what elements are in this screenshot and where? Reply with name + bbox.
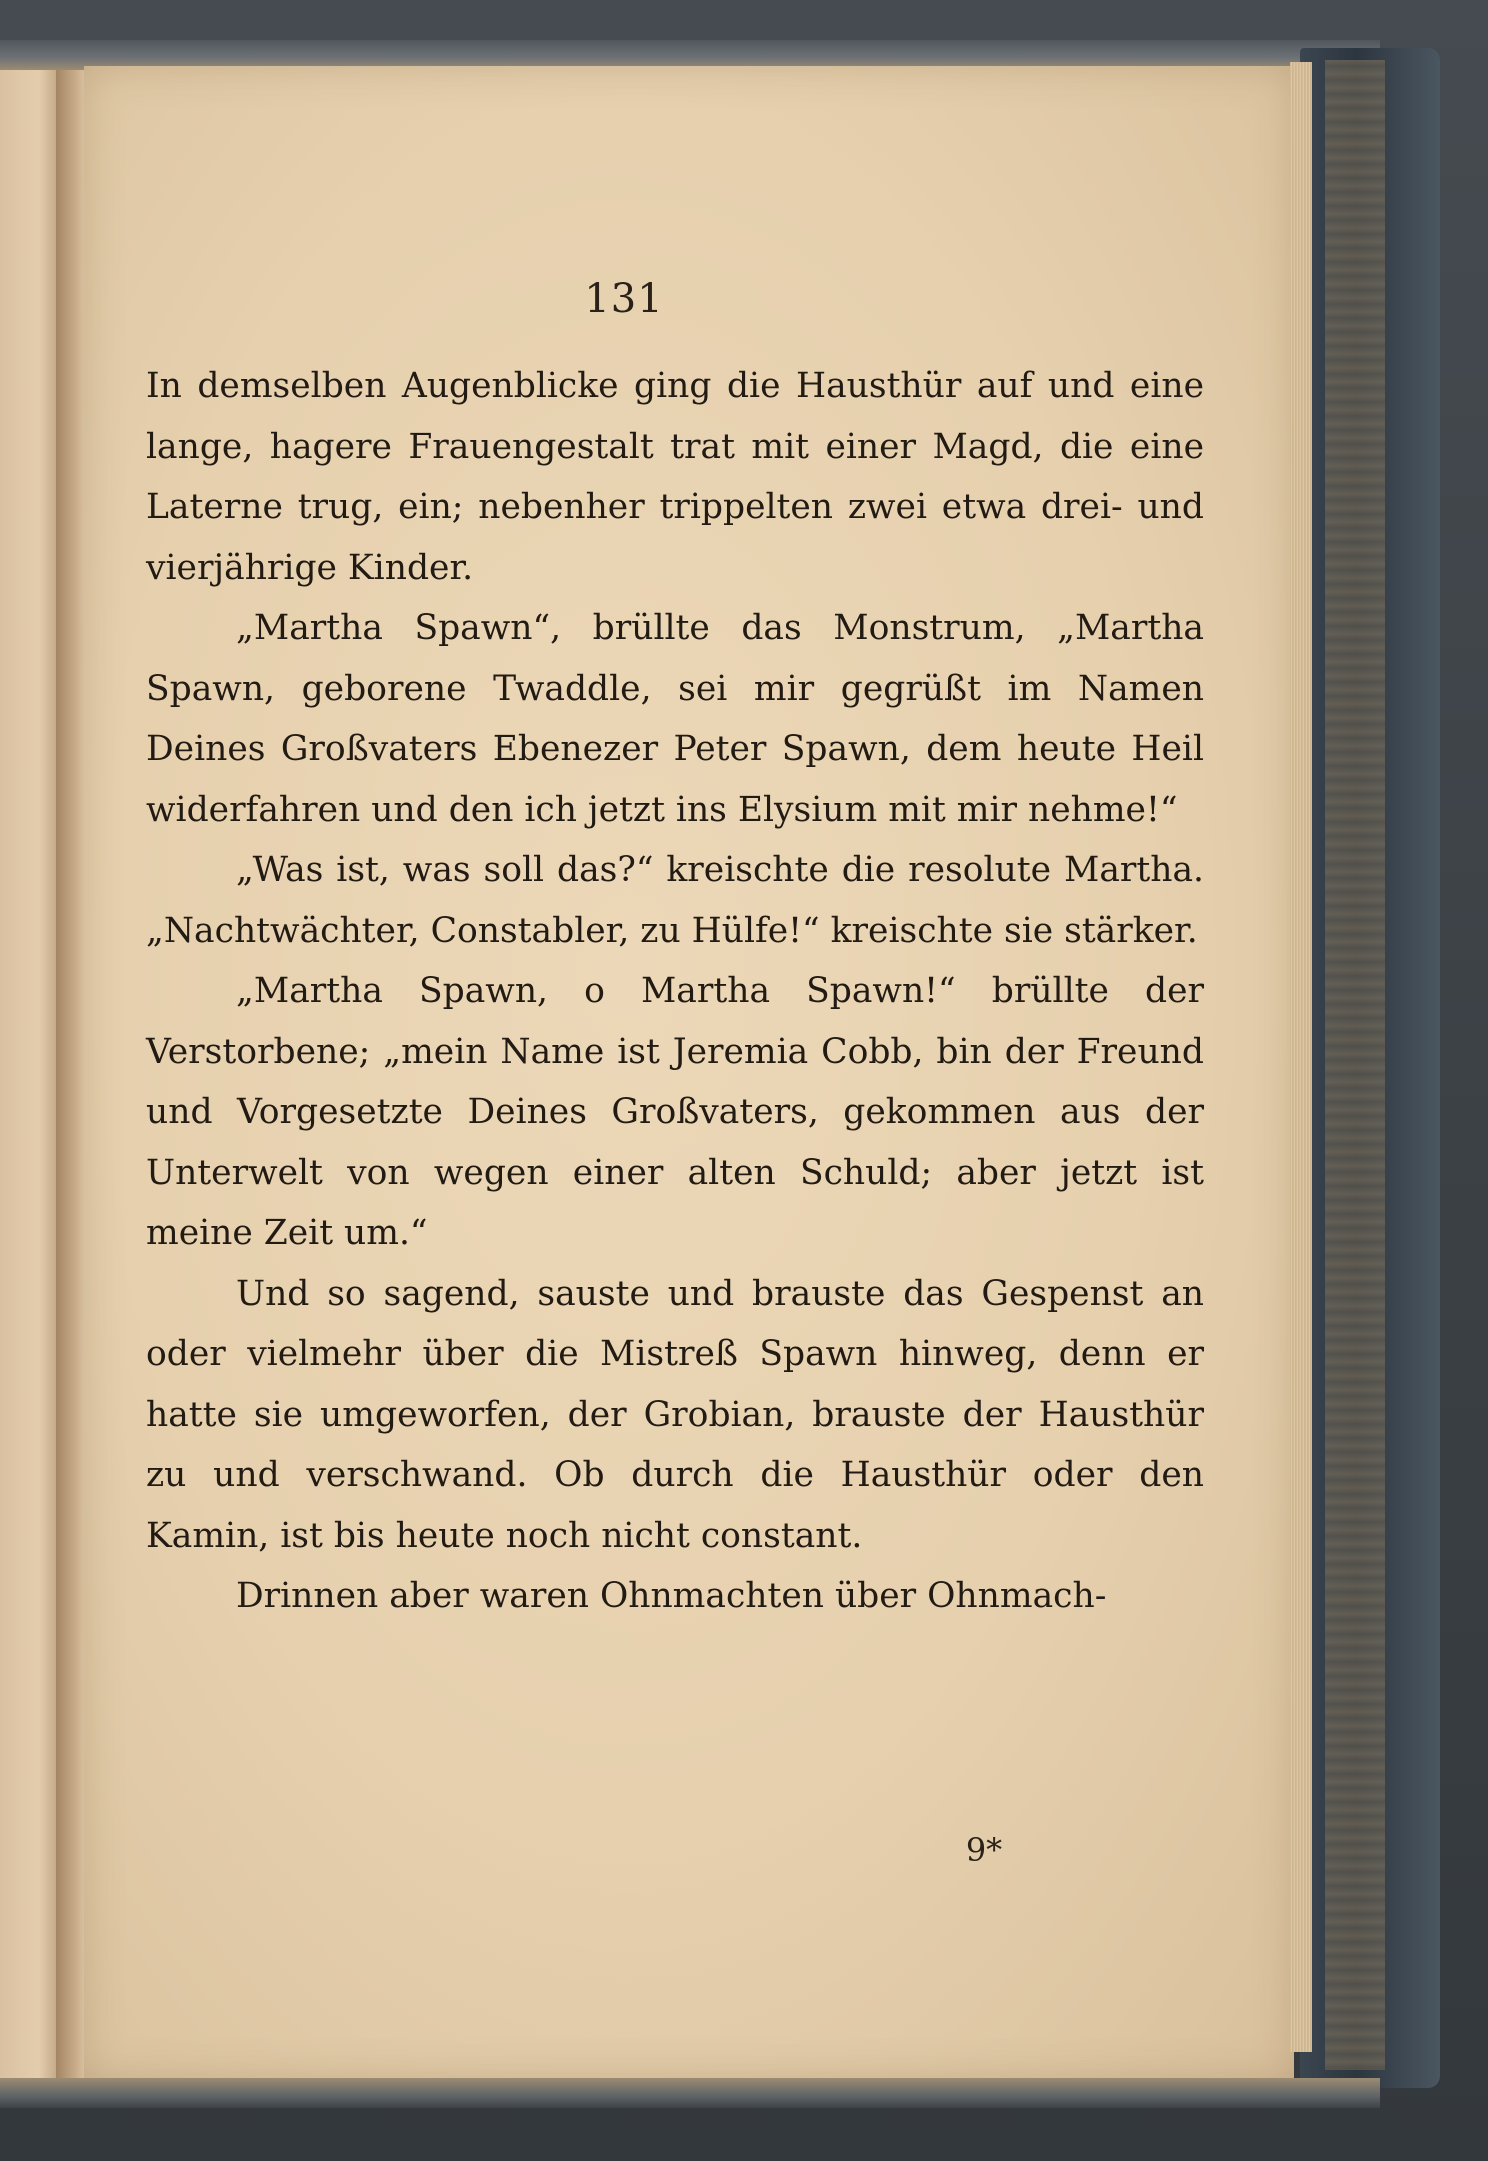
book-page bbox=[84, 66, 1294, 2080]
page-block-edge bbox=[1290, 62, 1312, 2052]
page-text bbox=[146, 356, 1204, 1627]
paragraph-1: In demselben Augenblicke ging die Hausthür auf und eine lange, hagere Frauengestalt trat mit einer Magd, die eine Laterne trug, ein; nebenher trippelten zwei etwa drei- und vierjährige Kinder. bbox=[146, 366, 1204, 588]
cover-worn-edge bbox=[1325, 60, 1385, 2070]
printer-signature-mark: 9* bbox=[965, 1831, 1003, 1869]
book-bottom-edge bbox=[0, 2078, 1380, 2108]
paragraph-5: Und so sagend, sauste und brauste das Gespenst an oder vielmehr über die Mistreß Spawn hinweg, denn er hatte sie umgeworfen, der Grobian, brauste der Hausthür zu und verschwand. Ob durch die Hausthür oder den Kamin, ist bis heute noch nicht constant. bbox=[146, 1273, 1204, 1556]
paragraph-4: „Martha Spawn, o Martha Spawn!“ brüllte der Verstorbene; „mein Name ist Jeremia Cobb, bin der Freund und Vorgesetzte Deines Großvaters, gekommen aus der Unterwelt von wegen einer alten Schuld; aber jetzt ist meine Zeit um.“ bbox=[146, 971, 1204, 1253]
paragraph-2: „Martha Spawn“, brüllte das Monstrum, „Martha Spawn, geborene Twaddle, sei mir gegrüßt im Namen Deines Großvaters Ebenezer Peter Spawn, dem heute Heil widerfahren und den ich jetzt ins Elysium mit mir nehme!“ bbox=[146, 608, 1204, 830]
paragraph-6: Drinnen aber waren Ohnmachten über Ohnmach- bbox=[236, 1576, 1107, 1616]
previous-page-sliver bbox=[0, 70, 64, 2080]
page-number: 131 bbox=[584, 276, 664, 322]
paragraph-3: „Was ist, was soll das?“ kreischte die resolute Martha. „Nachtwächter, Constabler, zu Hülfe!“ kreischte sie stärker. bbox=[146, 850, 1204, 951]
